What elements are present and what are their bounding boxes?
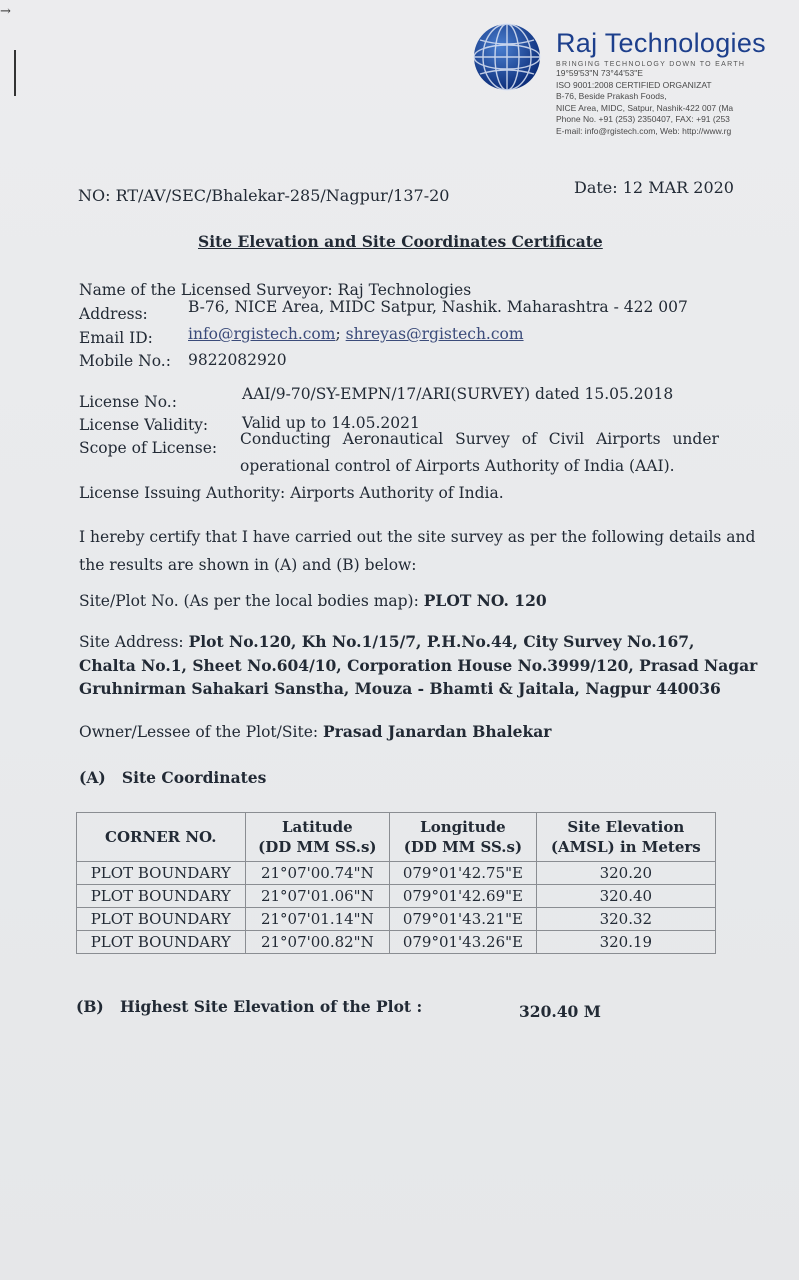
- header-line: (AMSL) in Meters: [550, 838, 701, 856]
- company-address-line-1: B-76, Beside Prakash Foods,: [556, 91, 667, 101]
- license-authority-row: [79, 484, 504, 502]
- owner-value: Prasad Janardan Bhalekar: [323, 722, 552, 741]
- table-row: [77, 931, 716, 954]
- company-email-web: E-mail: info@rgistech.com, Web: http://www.rg: [556, 125, 732, 136]
- plot-label: Site/Plot No. (As per the local bodies map):: [79, 592, 419, 610]
- globe-logo-icon: [472, 22, 542, 92]
- plot-value: PLOT NO. 120: [423, 591, 547, 610]
- site-coordinates-table: [76, 812, 716, 954]
- table-row: [77, 885, 716, 908]
- table-row: [77, 908, 716, 931]
- license-validity-value: Valid up to 14.05.2021: [242, 414, 420, 432]
- header-line: (DD MM SS.s): [258, 838, 377, 856]
- column-header-corner: [77, 813, 246, 862]
- elevation-cell: 320.40: [536, 885, 715, 908]
- latitude-cell: 21°07'00.82"N: [245, 931, 390, 954]
- latitude-cell: 21°07'01.14"N: [245, 908, 390, 931]
- license-scope-label: Scope of License:: [79, 439, 218, 457]
- mobile-label: Mobile No.:: [79, 352, 171, 370]
- license-scope-line-2: operational control of Airports Authority of India (AAI).: [240, 457, 675, 475]
- longitude-cell: 079°01'43.26"E: [390, 931, 537, 954]
- corner-cell: PLOT BOUNDARY: [77, 908, 246, 931]
- corner-cell: PLOT BOUNDARY: [77, 885, 246, 908]
- company-address-line-2: NICE Area, MIDC, Satpur, Nashik-422 007 (Ma: [556, 102, 734, 113]
- latitude-cell: 21°07'00.74"N: [245, 862, 390, 885]
- longitude-cell: 079°01'43.21"E: [390, 908, 537, 931]
- edge-bar-mark: [14, 50, 16, 96]
- license-no-value: AAI/9-70/SY-EMPN/17/ARI(SURVEY) dated 15.05.2018: [242, 385, 674, 403]
- corner-cell: PLOT BOUNDARY: [77, 862, 246, 885]
- site-address-line-2: Chalta No.1, Sheet No.604/10, Corporation House No.3999/120, Prasad Nagar: [79, 656, 758, 675]
- owner-row: [79, 722, 551, 741]
- column-header-longitude: [390, 813, 537, 862]
- email-link-shreyas[interactable]: shreyas@rgistech.com: [345, 325, 524, 343]
- site-address-row-1: [79, 632, 694, 651]
- surveyor-address-value: B-76, NICE Area, MIDC Satpur, Nashik. Maharashtra - 422 007: [188, 298, 688, 316]
- license-authority-value: Airports Authority of India.: [290, 484, 504, 502]
- email-separator: ;: [335, 325, 341, 343]
- certification-statement: I hereby certify that I have carried out the site survey as per the following details and the results are shown in (A) and (B) below:: [79, 528, 756, 574]
- header-line: (DD MM SS.s): [403, 838, 523, 856]
- surveyor-name-row: [79, 281, 471, 299]
- certificate-date: Date: 12 MAR 2020: [574, 178, 734, 197]
- section-a-heading: [79, 768, 266, 787]
- reference-number: NO: RT/AV/SEC/Bhalekar-285/Nagpur/137-20: [78, 186, 450, 205]
- company-tagline: BRINGING TECHNOLOGY DOWN TO EARTH: [556, 61, 746, 68]
- table-row: [77, 862, 716, 885]
- email-link-info[interactable]: info@rgistech.com: [188, 325, 336, 343]
- header-line: CORNER NO.: [105, 828, 217, 846]
- company-coordinates: 19°59'53"N 73°44'53"E: [556, 68, 643, 78]
- section-a-marker: (A): [79, 768, 106, 787]
- header-line: Site Elevation: [567, 818, 685, 836]
- surveyor-name-label: Name of the Licensed Surveyor:: [79, 281, 333, 299]
- company-name: Raj Technologies: [556, 28, 766, 58]
- header-line: Latitude: [281, 818, 353, 836]
- elevation-cell: 320.32: [536, 908, 715, 931]
- certificate-title: Site Elevation and Site Coordinates Certificate: [198, 232, 603, 251]
- header-line: Longitude: [420, 818, 506, 836]
- corner-cell: PLOT BOUNDARY: [77, 931, 246, 954]
- highest-elevation-value: 320.40 M: [519, 1002, 601, 1021]
- column-header-elevation: [536, 813, 715, 862]
- letterhead: [556, 28, 799, 137]
- latitude-cell: 21°07'01.06"N: [245, 885, 390, 908]
- elevation-cell: 320.20: [536, 862, 715, 885]
- edge-arrow-mark: →: [0, 4, 11, 19]
- owner-label: Owner/Lessee of the Plot/Site:: [79, 723, 319, 741]
- site-address-label: Site Address:: [79, 633, 184, 651]
- site-address-line-1: Plot No.120, Kh No.1/15/7, P.H.No.44, City Survey No.167,: [188, 632, 695, 651]
- longitude-cell: 079°01'42.69"E: [390, 885, 537, 908]
- table-header-row: [77, 813, 716, 862]
- license-scope-line-1: Conducting Aeronautical Survey of Civil Airports under: [240, 430, 719, 448]
- license-no-label: License No.:: [79, 393, 177, 411]
- license-authority-label: License Issuing Authority:: [79, 484, 286, 502]
- column-header-latitude: [245, 813, 390, 862]
- site-address-line-3: Gruhnirman Sahakari Sanstha, Mouza - Bhamti & Jaitala, Nagpur 440036: [79, 679, 721, 698]
- license-validity-label: License Validity:: [79, 416, 209, 434]
- email-row: [188, 325, 524, 343]
- longitude-cell: 079°01'42.75"E: [390, 862, 537, 885]
- iso-certification: ISO 9001:2008 CERTIFIED ORGANIZAT: [556, 79, 712, 90]
- section-a-title: Site Coordinates: [121, 768, 267, 787]
- company-phone: Phone No. +91 (253) 2350407, FAX: +91 (253: [556, 114, 730, 124]
- section-b-label: Highest Site Elevation of the Plot :: [119, 997, 423, 1016]
- section-b-heading: [76, 997, 422, 1016]
- plot-row: [79, 591, 547, 610]
- surveyor-address-label: Address:: [79, 305, 148, 323]
- email-label: Email ID:: [79, 329, 153, 347]
- surveyor-name-value: Raj Technologies: [337, 281, 472, 299]
- elevation-cell: 320.19: [536, 931, 715, 954]
- section-b-marker: (B): [76, 997, 104, 1016]
- mobile-value: 9822082920: [188, 351, 287, 369]
